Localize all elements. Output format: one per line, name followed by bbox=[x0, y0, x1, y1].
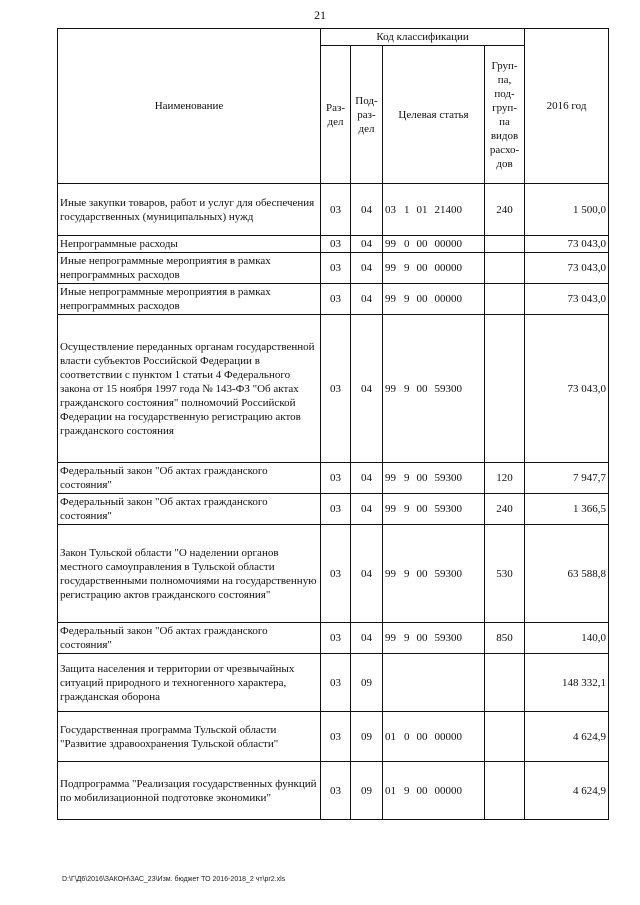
row-group bbox=[485, 253, 525, 284]
row-target-part: 00 bbox=[416, 503, 428, 515]
header-group: Груп- па, под- груп- па видов расхо- дов bbox=[485, 46, 525, 184]
row-target-part: 00000 bbox=[434, 293, 462, 305]
row-amount: 7 947,7 bbox=[525, 463, 609, 494]
row-group: 850 bbox=[485, 623, 525, 654]
row-target-part: 9 bbox=[404, 784, 410, 797]
row-target-part: 9 bbox=[404, 472, 410, 484]
row-target-part: 01 bbox=[416, 203, 428, 216]
row-section: 03 bbox=[321, 236, 351, 253]
row-name: Федеральный закон "Об актах гражданского состояния" bbox=[58, 623, 321, 654]
row-target-part: 99 bbox=[385, 632, 396, 644]
row-target-part: 00 bbox=[416, 472, 428, 484]
row-target bbox=[383, 525, 485, 623]
row-amount: 4 624,9 bbox=[525, 712, 609, 762]
row-section: 03 bbox=[321, 623, 351, 654]
row-name: Защита населения и территории от чрезвычайных ситуаций природного и техногенного характера, гражданская оборона bbox=[58, 654, 321, 712]
row-target-part: 99 bbox=[385, 567, 396, 580]
row-target-part: 59300 bbox=[434, 632, 462, 644]
row-subsection: 04 bbox=[351, 494, 383, 525]
row-target-part: 59300 bbox=[434, 472, 462, 484]
row-subsection: 04 bbox=[351, 284, 383, 315]
header-name: Наименование bbox=[58, 29, 321, 184]
row-subsection: 09 bbox=[351, 654, 383, 712]
row-amount: 1 500,0 bbox=[525, 184, 609, 236]
row-group: 120 bbox=[485, 463, 525, 494]
row-name: Закон Тульской области "О наделении органов местного самоуправления в Тульской области государственными полномочиями на государственную регистрацию актов гражданского состояния" bbox=[58, 525, 321, 623]
row-name: Государственная программа Тульской области "Развитие здравоохранения Тульской области" bbox=[58, 712, 321, 762]
row-group: 530 bbox=[485, 525, 525, 623]
row-target-part: 0 bbox=[404, 730, 410, 743]
budget-table bbox=[57, 28, 609, 820]
row-name: Федеральный закон "Об актах гражданского состояния" bbox=[58, 494, 321, 525]
row-target-part: 0 bbox=[404, 238, 410, 250]
row-target bbox=[383, 494, 485, 525]
row-target-part: 9 bbox=[404, 382, 410, 395]
header-target: Целевая статья bbox=[383, 46, 485, 184]
row-target-part: 99 bbox=[385, 293, 396, 305]
row-target-part: 21400 bbox=[434, 203, 462, 216]
row-target bbox=[383, 712, 485, 762]
row-group bbox=[485, 712, 525, 762]
row-target-part: 99 bbox=[385, 382, 396, 395]
row-group bbox=[485, 284, 525, 315]
row-amount: 73 043,0 bbox=[525, 284, 609, 315]
row-target-part: 9 bbox=[404, 293, 410, 305]
row-target bbox=[383, 463, 485, 494]
row-target-part: 00 bbox=[416, 262, 428, 274]
row-amount: 4 624,9 bbox=[525, 762, 609, 820]
row-target bbox=[383, 236, 485, 253]
table-row bbox=[58, 525, 609, 623]
table-row bbox=[58, 654, 609, 712]
row-target-part: 00 bbox=[416, 632, 428, 644]
row-subsection: 09 bbox=[351, 712, 383, 762]
row-target-part: 00000 bbox=[434, 262, 462, 274]
row-section: 03 bbox=[321, 463, 351, 494]
row-target bbox=[383, 315, 485, 463]
table-row bbox=[58, 712, 609, 762]
row-target-part: 59300 bbox=[434, 567, 462, 580]
row-name: Иные закупки товаров, работ и услуг для обеспечения государственных (муниципальных) нужд bbox=[58, 184, 321, 236]
table-row bbox=[58, 253, 609, 284]
row-section: 03 bbox=[321, 654, 351, 712]
row-target bbox=[383, 654, 485, 712]
row-subsection: 04 bbox=[351, 236, 383, 253]
table-row bbox=[58, 236, 609, 253]
row-section: 03 bbox=[321, 494, 351, 525]
row-group: 240 bbox=[485, 494, 525, 525]
row-target-part: 9 bbox=[404, 503, 410, 515]
row-target-part: 99 bbox=[385, 503, 396, 515]
row-target-part: 00 bbox=[416, 382, 428, 395]
page-number: 21 bbox=[314, 8, 326, 22]
row-target bbox=[383, 623, 485, 654]
row-target-part: 00000 bbox=[434, 730, 462, 743]
row-name: Подпрограмма "Реализация государственных функций по мобилизационной подготовке экономики" bbox=[58, 762, 321, 820]
row-target-part: 9 bbox=[404, 567, 410, 580]
row-target-part: 00 bbox=[416, 730, 428, 743]
row-subsection: 04 bbox=[351, 315, 383, 463]
header-section: Раз- дел bbox=[321, 46, 351, 184]
row-section: 03 bbox=[321, 762, 351, 820]
row-amount: 73 043,0 bbox=[525, 315, 609, 463]
row-target-part: 9 bbox=[404, 632, 410, 644]
row-subsection: 09 bbox=[351, 762, 383, 820]
table-row bbox=[58, 284, 609, 315]
row-subsection: 04 bbox=[351, 253, 383, 284]
row-name: Непрограммные расходы bbox=[58, 236, 321, 253]
header-classification: Код классификации bbox=[321, 29, 525, 46]
file-path-footer: D:\Г\Д6\2016\ЗАКОН\ЗАС_23\Изм. бюджет ТО 2016-2018_2 чт\pr2.xls bbox=[62, 876, 286, 883]
row-target-part: 00 bbox=[416, 238, 428, 250]
row-amount: 63 588,8 bbox=[525, 525, 609, 623]
row-name: Федеральный закон "Об актах гражданского состояния" bbox=[58, 463, 321, 494]
row-target-part: 99 bbox=[385, 238, 396, 250]
row-amount: 1 366,5 bbox=[525, 494, 609, 525]
row-target-part: 99 bbox=[385, 472, 396, 484]
row-group bbox=[485, 315, 525, 463]
row-name: Осуществление переданных органам государственной власти субъектов Российской Федерации в соответствии с пунктом 1 статьи 4 Федерального закона от 15 ноября 1997 года № 143-ФЗ "Об актах гражданского состояния" полномочий Российской Федерации на государственную регистрацию актов гражданского состояния bbox=[58, 315, 321, 463]
row-subsection: 04 bbox=[351, 525, 383, 623]
row-group bbox=[485, 762, 525, 820]
table-row bbox=[58, 315, 609, 463]
row-subsection: 04 bbox=[351, 463, 383, 494]
row-target bbox=[383, 762, 485, 820]
row-target bbox=[383, 284, 485, 315]
header-subsection: Под- раз- дел bbox=[351, 46, 383, 184]
row-amount: 73 043,0 bbox=[525, 236, 609, 253]
row-section: 03 bbox=[321, 284, 351, 315]
row-target-part: 1 bbox=[404, 203, 410, 216]
row-target bbox=[383, 184, 485, 236]
row-amount: 148 332,1 bbox=[525, 654, 609, 712]
row-target-part: 00 bbox=[416, 293, 428, 305]
row-subsection: 04 bbox=[351, 623, 383, 654]
row-amount: 73 043,0 bbox=[525, 253, 609, 284]
row-target bbox=[383, 253, 485, 284]
header-year: 2016 год bbox=[525, 29, 609, 184]
table-row bbox=[58, 762, 609, 820]
row-target-part: 03 bbox=[385, 203, 396, 216]
table-row bbox=[58, 494, 609, 525]
row-target-part: 01 bbox=[385, 730, 396, 743]
row-target-part: 9 bbox=[404, 262, 410, 274]
table-row bbox=[58, 463, 609, 494]
row-name: Иные непрограммные мероприятия в рамках непрограммных расходов bbox=[58, 253, 321, 284]
row-section: 03 bbox=[321, 712, 351, 762]
row-name: Иные непрограммные мероприятия в рамках непрограммных расходов bbox=[58, 284, 321, 315]
row-section: 03 bbox=[321, 253, 351, 284]
row-target-part: 00 bbox=[416, 567, 428, 580]
row-section: 03 bbox=[321, 315, 351, 463]
table-row bbox=[58, 623, 609, 654]
row-target-part: 59300 bbox=[434, 382, 462, 395]
row-section: 03 bbox=[321, 525, 351, 623]
row-target-part: 00000 bbox=[434, 784, 462, 797]
row-group bbox=[485, 654, 525, 712]
row-target-part: 99 bbox=[385, 262, 396, 274]
row-amount: 140,0 bbox=[525, 623, 609, 654]
table-row bbox=[58, 184, 609, 236]
table-body bbox=[58, 184, 609, 820]
row-target-part: 00 bbox=[416, 784, 428, 797]
row-group bbox=[485, 236, 525, 253]
row-target-part: 59300 bbox=[434, 503, 462, 515]
row-target-part: 01 bbox=[385, 784, 396, 797]
row-section: 03 bbox=[321, 184, 351, 236]
row-group: 240 bbox=[485, 184, 525, 236]
row-subsection: 04 bbox=[351, 184, 383, 236]
row-target-part: 00000 bbox=[434, 238, 462, 250]
